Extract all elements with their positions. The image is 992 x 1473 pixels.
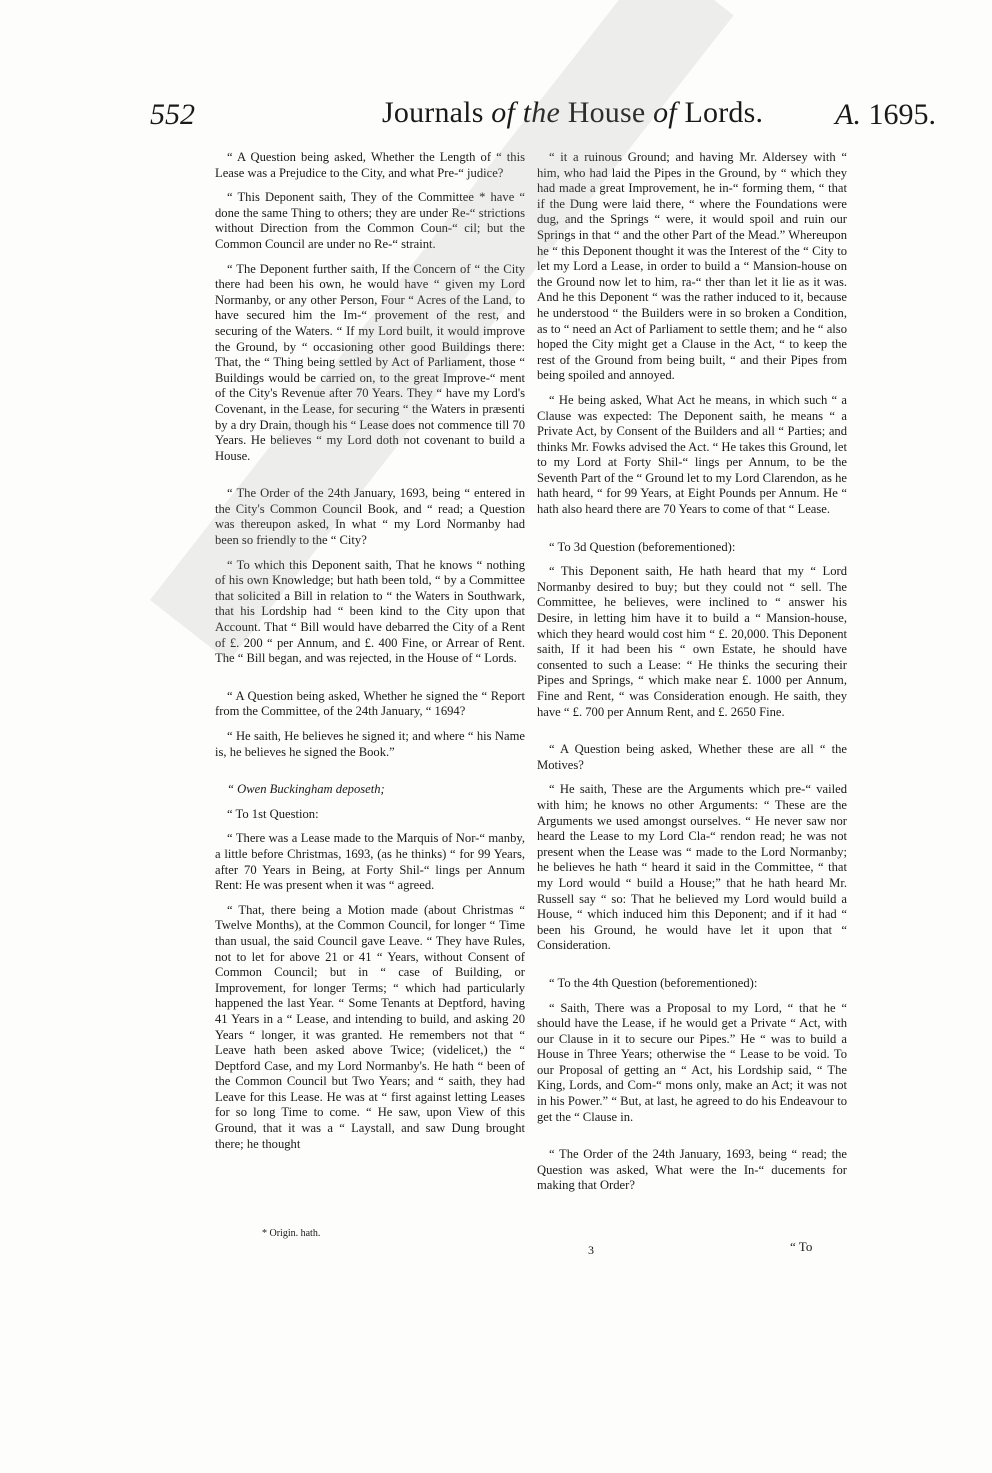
paragraph: “ He saith, These are the Arguments which pre-“ vailed with him; he knows no other Arguments: “ These are the Arguments we used amongst ourselves. “ He never saw nor heard the Lease to my Lord Cla-“ rendon read; he was not present when the Lease was “ made to the Lord Normanby; he believes he hath “ heard it said in the Committee, “ that my Lord would “ build a House;” that he hath heard Mr. Russell say “ so: That he believed my Lord would build a House, “ which induced him this Deponent; and if it had “ been his Ground, he would have let it upon that “ Consideration. xyxy=(537,782,847,953)
year-prefix: A. xyxy=(835,98,861,131)
paragraph: “ The Order of the 24th January, 1693, being “ read; the Question was asked, What were the In-“ ducements for making that Order? xyxy=(537,1147,847,1193)
left-column xyxy=(215,150,525,1161)
page-number: 552 xyxy=(150,98,195,131)
paragraph: “ This Deponent saith, They of the Committee * have “ done the same Thing to others; they are under Re-“ strictions without Direction from the Common Coun-“ cil; but the Common Council are under no Re-“ straint. xyxy=(215,190,525,251)
paragraph: “ That, there being a Motion made (about Christmas “ Twelve Months), at the Common Council, for longer “ Time than usual, the said Council gave Leave. “ They have Rules, not to let for above 21 or 41 “ Years, without Consent of Common Council; but in “ case of Building, or Improvement, for longer Terms; “ which had particularly happened the last Year. “ Some Tenants at Deptford, having 41 Years in a “ Lease, and intending to build, and asking 20 Years “ longer, it was granted. He remembers not that “ Leave hath been asked above Twice; (videlicet,) the “ Deptford Case, and my Lord Normanby's. He hath “ been of the Common Council but Two Years; and “ saith, they had Leave for this Lease. He was at “ first against letting Leases for so long Time to come. “ He saw, upon View of this Ground, that it was a “ Laystall, and saw Dung brought there; he thought xyxy=(215,902,525,1151)
paragraph: “ A Question being asked, Whether these are all “ the Motives? xyxy=(537,742,847,772)
paragraph: “ The Deponent further saith, If the Concern of “ the City there had been his own, he would have “ given my Lord Normanby, or any other Person, Four “ Acres of the Land, to have secured him the Im-“ provement of the rest, and securing of the Waters. “ If my Lord built, it would improve the Ground, by “ occasioning other good Buildings there: That, the “ Thing being settled by Act of Parliament, those “ Buildings would be carried on, to the great Improve-“ ment of the City's Revenue after 70 Years. They “ have my Lord's Covenant, in the Lease, for securing “ the Waters in præsenti by a dry Drain, though his “ Lease does not commence till 70 Years. He believes “ my Lord doth not covenant to build a House. xyxy=(215,261,525,463)
title-of: of xyxy=(491,96,516,129)
paragraph: “ A Question being asked, Whether the Length of “ this Lease was a Prejudice to the City, and what Pre-“ judice? xyxy=(215,150,525,180)
deponent-heading: “ Owen Buckingham deposeth; xyxy=(227,782,385,797)
right-column xyxy=(537,150,847,1203)
paragraph: “ This Deponent saith, He hath heard that my “ Lord Normanby desired to buy; but they could not “ sell. The Committee, he believes, were inclined to “ answer his Desire, in letting him have it to build a “ Mansion-house, which they heard would cost him “ £. 20,000. This Deponent saith, If it had been his “ own Estate, he should have consented to such a Lease: “ He thinks the securing their Pipes and Springs, “ which make near £. 1000 per Annum, Fine and Rent, “ was Consideration enough. He saith, they have “ £. 700 per Annum Rent, and £. 2650 Fine. xyxy=(537,564,847,719)
paragraph: “ Saith, There was a Proposal to my Lord, “ that he “ should have the Lease, if he would get a Private “ Act, with our Clause in it to secure our Pipes.” He “ was to build a House in Three Years; otherwise the “ Lease to be void. To our Proposal of getting an “ Act, his Lordship said, “ The King, Lords, and Com-“ mons only, make an Act; it was not in his Power.” “ But, at last, he agreed to do his Endeavour to get the “ Clause in. xyxy=(537,1000,847,1124)
paragraph: “ To which this Deponent saith, That he knows “ nothing of his own Knowledge; but hath been told, “ by a Committee that solicited a Bill in relation to “ the Waters in Southwark, that his Lordship had “ been kind to the City upon that Account. That “ Bill would have debarred the City of a Rent of £. 200 “ per Annum, and £. 400 Fine, or Arrear of Rent. The “ Bill began, and was rejected, in the House of “ Lords. xyxy=(215,557,525,666)
paragraph: “ He being asked, What Act he means, in which such “ a Clause was expected: The Deponent saith, he means “ a Private Act, by Consent of the Builders and all “ Parties; and thinks Mr. Fowks advised the Act. “ He takes this Ground, let to my Lord at Forty Shil-“ lings per Annum, to be the Seventh Part of the “ Ground let to my Lord Clarendon, as he hath heard, “ for 99 Years, at Eight Pounds per Annum. He “ hath also heard there are 70 Years to come of that “ Lease. xyxy=(537,392,847,517)
title-house: House xyxy=(567,96,654,129)
title-journals: Journals xyxy=(382,96,492,129)
title-of-2: of xyxy=(653,96,677,129)
title-the: the xyxy=(515,96,568,129)
paragraph: “ The Order of the 24th January, 1693, being “ entered in the City's Common Council Book, and “ read; a Question was thereupon asked, In what “ my Lord Normanby had been so friendly to the “ City? xyxy=(215,486,525,548)
catchword: “ To xyxy=(790,1239,813,1254)
paragraph: “ He saith, He believes he signed it; and where “ his Name is, he believes he signed the Book.” xyxy=(215,729,525,759)
paragraph: “ it a ruinous Ground; and having Mr. Aldersey with “ him, who had laid the Pipes in the Ground, by “ which they had made a great Improvement, he in-“ forming them, “ that if the Dung were laid there, “ where the Foundations were dug, and the Springs “ were, it would spoil and ruin our Springs in that “ and the other Part of the Mead.” Whereupon he “ this Deponent thought it was the Interest of the “ City to let my Lord a Lease, in order to build a “ Mansion-house on the Ground now let to him, ra-“ ther than let it lie as it was. And he this Deponent “ was the rather induced to it, because he understood “ the Builders were in so broken a Condition, as to “ need an Act of Parliament to settle them; and he “ also hoped the City might get a Clause in the Act, “ to keep the rest of the Ground from being built, “ and their Pipes from being spoiled and annoyed. xyxy=(537,150,847,383)
signature-mark: 3 xyxy=(588,1243,594,1257)
page-header xyxy=(150,92,940,142)
paragraph: “ A Question being asked, Whether he signed the “ Report from the Committee, of the 24th January, “ 1694? xyxy=(215,688,525,719)
title-lords: Lords. xyxy=(676,96,764,129)
footnote: * Origin. hath. xyxy=(262,1228,321,1239)
question-heading: “ To 3d Question (beforementioned): xyxy=(549,539,736,554)
year-label xyxy=(835,98,936,132)
paragraph: “ There was a Lease made to the Marquis of Nor-“ manby, a little before Christmas, 1693, (as he thinks) “ for 99 Years, after 70 Years in Being, at Forty Shil-“ lings per Annum Rent: He was present when it was “ agreed. xyxy=(215,831,525,893)
running-title xyxy=(382,96,763,130)
year-value: 1695. xyxy=(861,98,936,131)
question-heading: “ To the 4th Question (beforementioned): xyxy=(549,975,758,990)
question-heading: “ To 1st Question: xyxy=(227,806,319,821)
